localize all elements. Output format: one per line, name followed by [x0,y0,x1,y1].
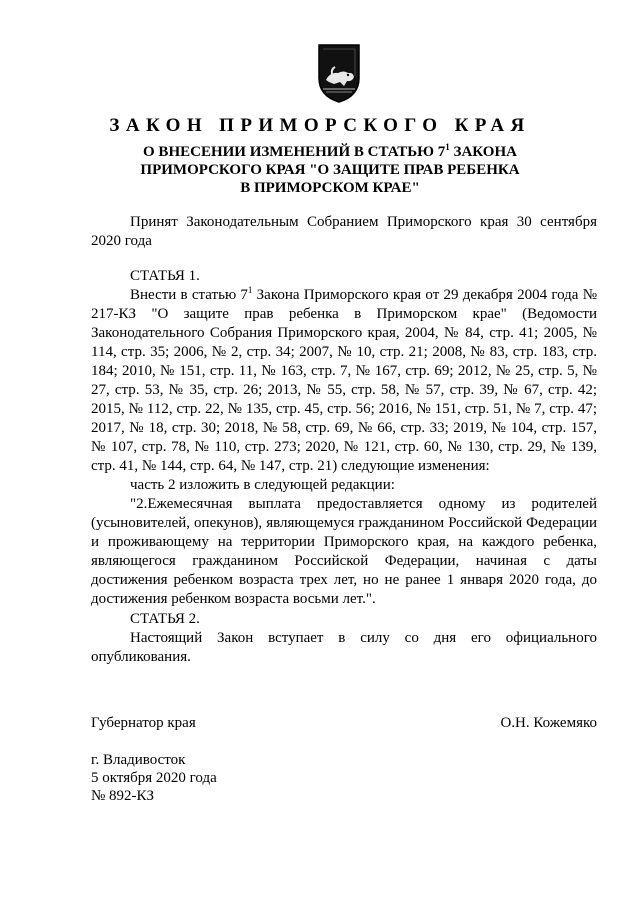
signing-place: г. Владивосток [91,752,186,768]
article-2-heading: СТАТЬЯ 2. [130,611,200,627]
article-2-text: Настоящий Закон вступает в силу со дня его официального опубликования. [91,630,597,665]
law-title: ЗАКОН ПРИМОРСКОГО КРАЯ [109,115,531,136]
signing-date: 5 октября 2020 года [91,770,217,786]
article-1-intro-pre: Внести в статью 7 [130,287,248,303]
article-1-intro-post: Закона Приморского края от 29 декабря 2004 года № 217-КЗ "О защите прав ребенка в Приморском крае" (Ведомости Законодательного Собрания Приморского края, 2004, № 84, стр. 41; 2005, № 114, стр. 35; 2006, № 2, стр. 34; 2007, № 10, стр. 21; 2008, № 83, стр. 183, стр. 184; 2010, № 151, стр. 11, № 163, стр. 7, № 167, стр. 69; 2012, № 25, стр. 5, № 27, стр. 53, № 35, стр. 26; 2013, № 55, стр. 58, № 57, стр. 39, № 67, стр. 42; 2015, № 112, стр. 22, № 135, стр. 45, стр. 56; 2016, № 151, стр. 51, № 7, стр. 47; 2017, № 18, стр. 30; 2018, № 58, стр. 69, № 66, стр. 33; 2019, № 104, стр. 157, № 107, стр. 78, № 110, стр. 273; 2020, № 121, стр. 60, № 130, стр. 29, № 139, стр. 41, № 144, стр. 64, № 147, стр. 21) следующие изменения: [91,287,598,474]
subtitle-line2: ПРИМОРСКОГО КРАЯ "О ЗАЩИТЕ ПРАВ РЕБЕНКА [140,162,520,178]
signatory-name: О.Н. Кожемяко [500,715,597,731]
subtitle-line1-pre: О ВНЕСЕНИИ ИЗМЕНЕНИЙ В СТАТЬЮ 7 [143,144,446,160]
article-1-heading: СТАТЬЯ 1. [130,268,200,284]
subtitle-line1-post: ЗАКОНА [449,144,517,160]
article-1-intro [91,286,597,476]
signatory-position: Губернатор края [91,715,196,731]
coat-of-arms-icon [314,42,364,104]
subtitle-superscript: 1 [445,142,450,152]
article-1-intro-superscript: 1 [247,285,253,295]
adoption-note: Принят Законодательным Собранием Приморского края 30 сентября 2020 года [91,214,597,249]
article-1-part-line: часть 2 изложить в следующей редакции: [130,477,395,493]
law-number: № 892-КЗ [91,788,155,804]
subtitle-line3: В ПРИМОРСКОМ КРАЕ" [240,180,420,196]
law-subtitle [110,143,550,197]
article-1-quote: "2.Ежемесячная выплата предоставляется одному из родителей (усыновителей, опекунов), являющемуся гражданином Российской Федерации и проживающему на территории Приморского края, на каждого ребенка, являющегося гражданином Российской Федерации, начиная с даты достижения ребенком возраста трех лет, но не ранее 1 января 2020 года, до достижения ребенком возраста восьми лет.". [91,496,597,607]
